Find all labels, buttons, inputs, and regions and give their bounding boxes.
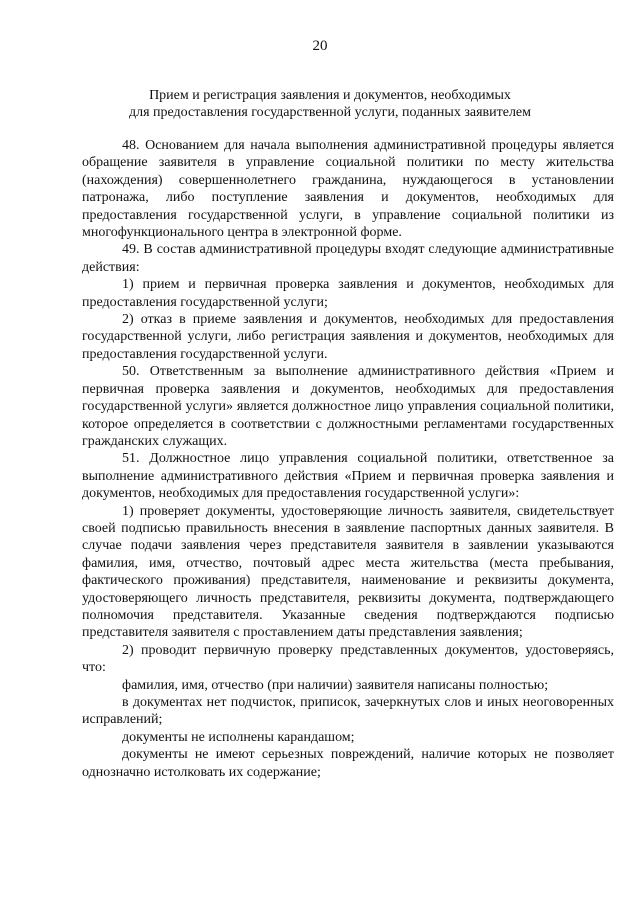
list-item: фамилия, имя, отчество (при наличии) заявителя написаны полностью; (122, 677, 549, 693)
page-number: 20 (312, 38, 328, 54)
list-item: 2) отказ в приеме заявления и документов, необходимых для предоставления государственной услуги, либо регистрация заявления и документов, необходимых для предоставления государственной услуги. (82, 312, 614, 362)
paragraph-48: 48. Основанием для начала выполнения административной процедуры является обращение заявителя в управление социальной политики по месту жительства (нахождения) совершеннолетнего гражданина, нуждающегося в установлении патронажа, либо поступление заявления и документов, необходимых для предоставления государственной услуги, в управление социальной политики из многофункционального центра в электронной форме. (82, 138, 614, 241)
paragraph-50: 50. Ответственным за выполнение административного действия «Прием и первичная проверка заявления и документов, необходимых для предоставления государственной услуги» является должностное лицо управления социальной политики, которое определяется в соответствии с должностными регламентами государственных гражданских служащих. (82, 364, 614, 449)
list-item: документы не исполнены карандашом; (122, 729, 355, 745)
document-body (82, 137, 614, 781)
paragraph-51: 51. Должностное лицо управления социальной политики, ответственное за выполнение административного действия «Прием и первичная проверка заявления и документов, необходимых для предоставления государственной услуги»: (82, 451, 614, 502)
heading-line-1: Прием и регистрация заявления и документов, необходимых (149, 88, 511, 103)
heading-line-2: для предоставления государственной услуги, поданных заявителем (128, 105, 531, 120)
list-item: 1) прием и первичная проверка заявления и документов, необходимых для предоставления государственной услуги; (82, 277, 614, 310)
list-item: 2) проводит первичную проверку представленных документов, удостоверяясь, что: (82, 642, 614, 676)
paragraph-49: 49. В состав административной процедуры входят следующие административные действия: (82, 242, 614, 275)
list-item: документы не имеют серьезных повреждений, наличие которых не позволяет однозначно истолковать их содержание; (82, 747, 614, 780)
list-item: в документах нет подчисток, приписок, зачеркнутых слов и иных неоговоренных исправлений; (82, 695, 614, 728)
list-item: 1) проверяет документы, удостоверяющие личность заявителя, свидетельствует своей подписью правильность внесения в заявление паспортных данных заявителя. В случае подачи заявления через представителя заявителя в заявлении указываются фамилия, имя, отчество, почтовый адрес места жительства (места пребывания, фактического проживания) представителя, наименование и реквизиты документа, удостоверяющего личность представителя, реквизиты документа, подтверждающего полномочия представителя. Указанные сведения подтверждаются подписью представителя заявителя с проставлением даты представления заявления; (82, 503, 614, 641)
section-heading (80, 87, 580, 121)
